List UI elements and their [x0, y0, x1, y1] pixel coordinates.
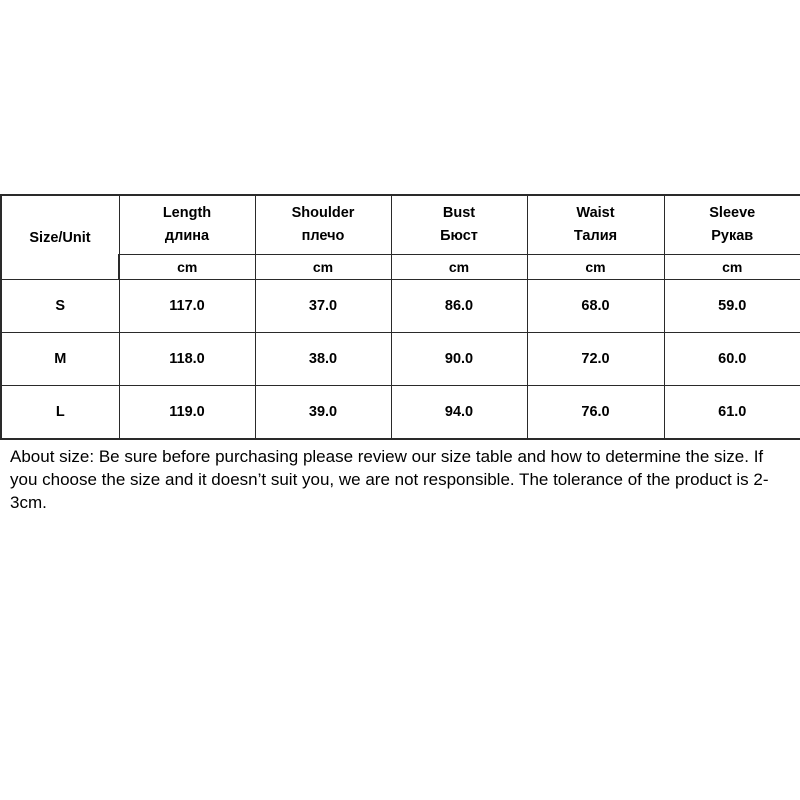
- bust-cell: 94.0: [391, 386, 527, 440]
- sleeve-cell: 59.0: [664, 280, 800, 333]
- unit-sleeve: cm: [664, 255, 800, 280]
- sleeve-cell: 60.0: [664, 333, 800, 386]
- size-cell: L: [1, 386, 119, 440]
- waist-cell: 68.0: [527, 280, 664, 333]
- table-header-row: [1, 195, 800, 255]
- bust-cell: 90.0: [391, 333, 527, 386]
- size-table: [0, 194, 800, 440]
- shoulder-cell: 39.0: [255, 386, 391, 440]
- unit-waist: cm: [527, 255, 664, 280]
- length-cell: 117.0: [119, 280, 255, 333]
- header-bust-ru: Бюст: [440, 228, 478, 244]
- header-sleeve-ru: Рукав: [711, 228, 754, 244]
- header-sleeve-en: Sleeve: [709, 205, 756, 221]
- sleeve-cell: 61.0: [664, 386, 800, 440]
- size-cell: S: [1, 280, 119, 333]
- header-shoulder: [255, 195, 391, 255]
- size-unit-header: Size/Unit: [1, 195, 119, 280]
- header-length-en: Length: [162, 205, 212, 221]
- length-cell: 119.0: [119, 386, 255, 440]
- shoulder-cell: 38.0: [255, 333, 391, 386]
- header-waist-ru: Талия: [573, 228, 618, 244]
- size-cell: M: [1, 333, 119, 386]
- size-note: About size: Be sure before purchasing please review our size table and how to determine the size. If you choose the size and it doesn’t suit you, we are not responsible. The tolerance of the product is 2-3cm.: [10, 447, 769, 512]
- shoulder-cell: 37.0: [255, 280, 391, 333]
- waist-cell: 72.0: [527, 333, 664, 386]
- header-bust-en: Bust: [442, 205, 476, 221]
- header-sleeve: [664, 195, 800, 255]
- header-bust: [391, 195, 527, 255]
- bust-cell: 86.0: [391, 280, 527, 333]
- unit-row: [1, 255, 800, 280]
- header-length: [119, 195, 255, 255]
- length-cell: 118.0: [119, 333, 255, 386]
- unit-shoulder: cm: [255, 255, 391, 280]
- header-shoulder-ru: плечо: [301, 228, 345, 244]
- header-waist-en: Waist: [576, 205, 615, 221]
- header-length-ru: длина: [164, 228, 210, 244]
- table-row: [1, 333, 800, 386]
- table-row: [1, 280, 800, 333]
- unit-bust: cm: [391, 255, 527, 280]
- header-waist: [527, 195, 664, 255]
- header-shoulder-en: Shoulder: [291, 205, 355, 221]
- table-row: [1, 386, 800, 440]
- unit-length: cm: [119, 255, 255, 280]
- waist-cell: 76.0: [527, 386, 664, 440]
